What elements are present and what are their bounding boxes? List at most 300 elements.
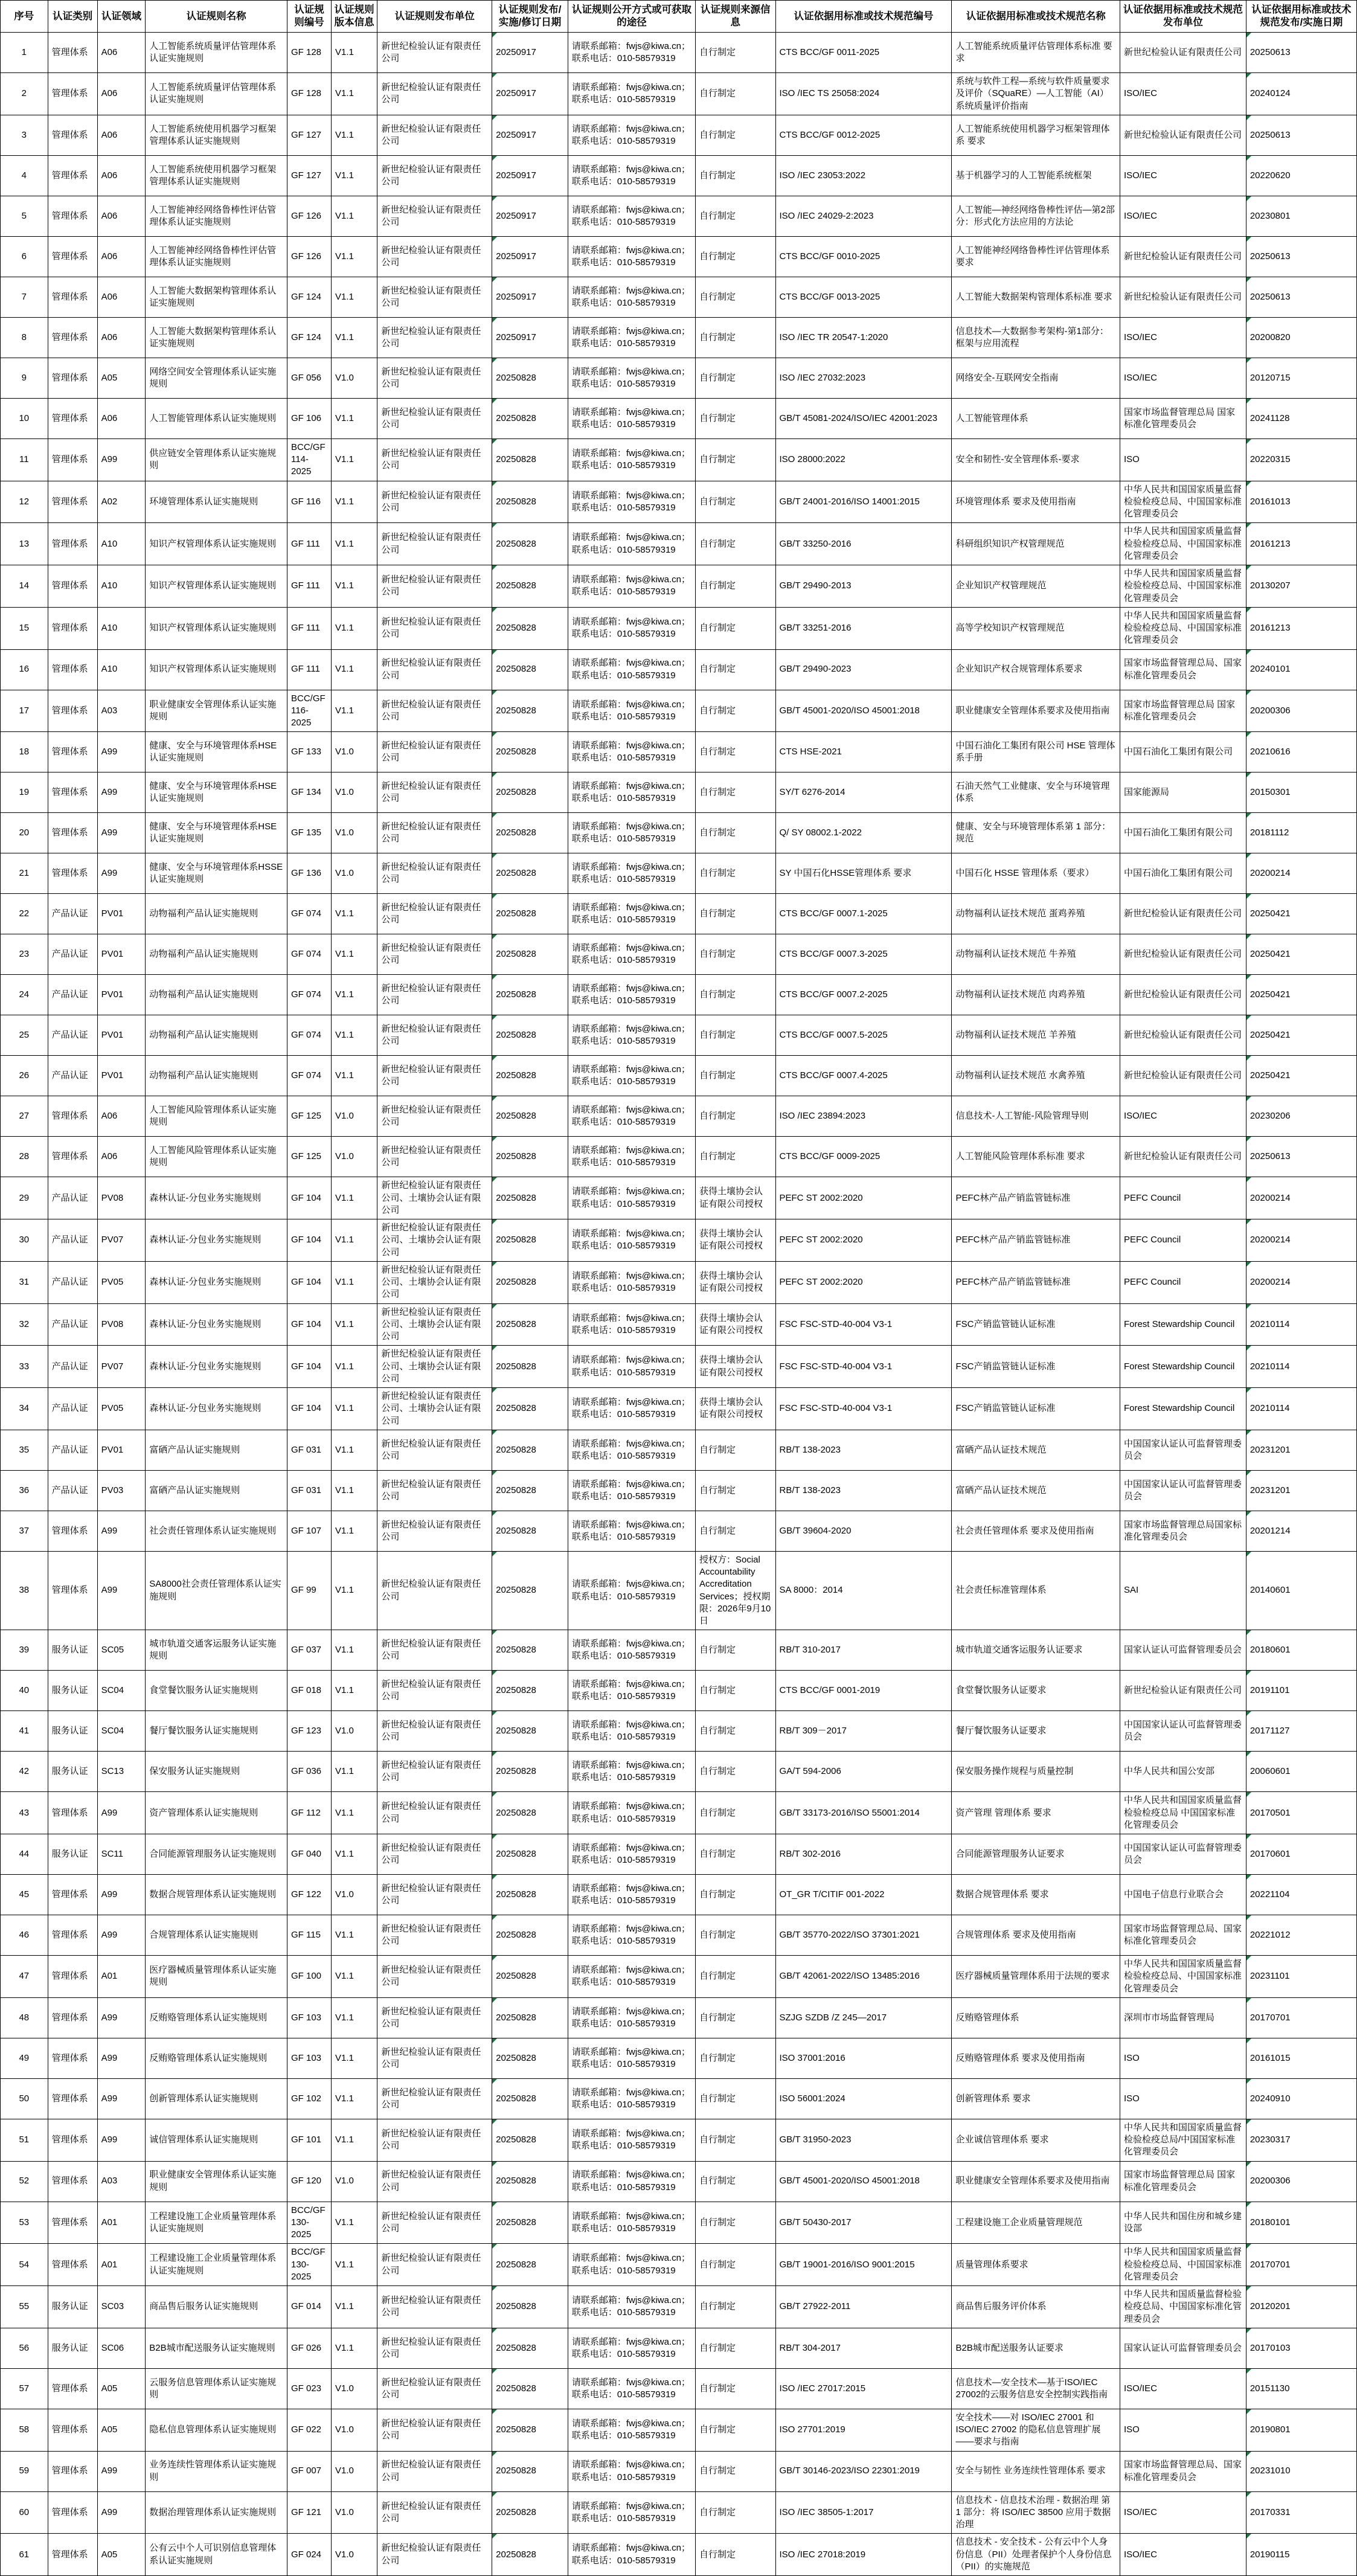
cell-rule-version: V1.1 bbox=[331, 1015, 377, 1056]
cell-rule-source: 授权方：Social Accountability Accreditation Services；授权期限：2026年9月10日 bbox=[696, 1551, 776, 1630]
cell-standard-name: 企业知识产权管理规范 bbox=[952, 565, 1120, 608]
cell-certification-category: 管理体系 bbox=[48, 2119, 97, 2161]
cell-serial-number: 37 bbox=[1, 1511, 48, 1551]
cell-serial-number: 20 bbox=[1, 813, 48, 853]
cell-standard-publisher: 中华人民共和国国家质量监督检验检疫总局、中国国家标准化管理委员会 bbox=[1120, 565, 1246, 608]
cell-certification-category: 产品认证 bbox=[48, 1430, 97, 1470]
table-row bbox=[1, 1219, 1357, 1262]
cell-standard-publisher: 中华人民共和国公安部 bbox=[1120, 1752, 1246, 1792]
cell-serial-number: 55 bbox=[1, 2286, 48, 2328]
cell-certification-field: A03 bbox=[97, 2161, 146, 2202]
cell-certification-category: 管理体系 bbox=[48, 2368, 97, 2409]
cell-standard-publish-date: 20220315 bbox=[1246, 438, 1356, 481]
cell-serial-number: 1 bbox=[1, 33, 48, 73]
cell-standard-number: GB/T 45001-2020/ISO 45001:2018 bbox=[775, 2161, 952, 2202]
cell-standard-number: ISO 37001:2016 bbox=[775, 2038, 952, 2078]
cell-certification-category: 管理体系 bbox=[48, 1956, 97, 1998]
cell-rule-source: 自行制定 bbox=[696, 1915, 776, 1956]
cell-rule-source: 自行制定 bbox=[696, 690, 776, 732]
cell-serial-number: 10 bbox=[1, 398, 48, 438]
cell-rule-access-method: 请联系邮箱：fwjs@kiwa.cn；联系电话：010-58579319 bbox=[568, 1711, 695, 1752]
cell-certification-field: A01 bbox=[97, 1956, 146, 1998]
cell-rule-publish-date: 20250828 bbox=[492, 1551, 568, 1630]
cell-standard-name: 中国石化 HSSE 管理体系（要求） bbox=[952, 853, 1120, 894]
cell-rule-publisher: 新世纪检验认证有限责任公司 bbox=[377, 1015, 492, 1056]
cell-rule-access-method: 请联系邮箱：fwjs@kiwa.cn；联系电话：010-58579319 bbox=[568, 1792, 695, 1834]
cell-rule-access-method: 请联系邮箱：fwjs@kiwa.cn；联系电话：010-58579319 bbox=[568, 2451, 695, 2491]
cell-rule-access-method: 请联系邮箱：fwjs@kiwa.cn；联系电话：010-58579319 bbox=[568, 1177, 695, 1219]
cell-rule-publish-date: 20250828 bbox=[492, 1346, 568, 1388]
cell-standard-publisher: 国家能源局 bbox=[1120, 772, 1246, 813]
cell-standard-number: ISO /IEC TR 20547-1:2020 bbox=[775, 317, 952, 358]
cell-rule-number: BCC/GF 130-2025 bbox=[287, 2244, 332, 2286]
cell-standard-name: PEFC林产品产销监管链标准 bbox=[952, 1261, 1120, 1303]
cell-standard-name: 反贿赂管理体系 bbox=[952, 1997, 1120, 2038]
cell-rule-access-method: 请联系邮箱：fwjs@kiwa.cn；联系电话：010-58579319 bbox=[568, 2202, 695, 2244]
cell-standard-number: PEFC ST 2002:2020 bbox=[775, 1219, 952, 1262]
cell-rule-name: 人工智能系统使用机器学习框架管理体系认证实施规则 bbox=[146, 115, 287, 155]
cell-rule-publisher: 新世纪检验认证有限责任公司、土壤协会认证有限公司 bbox=[377, 1303, 492, 1346]
cell-rule-version: V1.0 bbox=[331, 1711, 377, 1752]
cell-rule-name: 人工智能大数据架构管理体系认证实施规则 bbox=[146, 317, 287, 358]
cell-certification-field: A06 bbox=[97, 73, 146, 115]
cell-rule-access-method: 请联系邮箱：fwjs@kiwa.cn；联系电话：010-58579319 bbox=[568, 2078, 695, 2119]
cell-rule-access-method: 请联系邮箱：fwjs@kiwa.cn；联系电话：010-58579319 bbox=[568, 1015, 695, 1056]
cell-rule-name: 合规管理体系认证实施规则 bbox=[146, 1915, 287, 1956]
cell-rule-version: V1.1 bbox=[331, 398, 377, 438]
cell-rule-number: GF 103 bbox=[287, 2038, 332, 2078]
cell-rule-publish-date: 20250828 bbox=[492, 1430, 568, 1470]
cell-rule-source: 自行制定 bbox=[696, 523, 776, 565]
cell-standard-publisher: 中国国家认证认可监督管理委员会 bbox=[1120, 1711, 1246, 1752]
cell-standard-name: 网络安全-互联网安全指南 bbox=[952, 358, 1120, 398]
cell-rule-version: V1.1 bbox=[331, 2038, 377, 2078]
cell-standard-publish-date: 20221012 bbox=[1246, 1915, 1356, 1956]
cell-standard-name: 系统与软件工程—系统与软件质量要求及评价（SQuaRE）—人工智能（AI）系统质量评价指南 bbox=[952, 73, 1120, 115]
cell-standard-publish-date: 20210114 bbox=[1246, 1388, 1356, 1430]
cell-standard-publish-date: 20250421 bbox=[1246, 894, 1356, 934]
cell-rule-number: BCC/GF 116-2025 bbox=[287, 690, 332, 732]
cell-serial-number: 58 bbox=[1, 2409, 48, 2451]
cell-rule-access-method: 请联系邮箱：fwjs@kiwa.cn；联系电话：010-58579319 bbox=[568, 481, 695, 523]
cell-rule-publish-date: 20250828 bbox=[492, 2368, 568, 2409]
cell-rule-source: 自行制定 bbox=[696, 236, 776, 277]
cell-certification-category: 管理体系 bbox=[48, 1551, 97, 1630]
cell-standard-publisher: 新世纪检验认证有限责任公司 bbox=[1120, 277, 1246, 317]
cell-standard-publish-date: 20250613 bbox=[1246, 236, 1356, 277]
cell-rule-access-method: 请联系邮箱：fwjs@kiwa.cn；联系电话：010-58579319 bbox=[568, 565, 695, 608]
table-header bbox=[1, 1, 1357, 33]
table-row bbox=[1, 690, 1357, 732]
cell-rule-version: V1.1 bbox=[331, 934, 377, 975]
cell-standard-publish-date: 20241128 bbox=[1246, 398, 1356, 438]
cell-rule-publish-date: 20250828 bbox=[492, 690, 568, 732]
cell-certification-field: SC11 bbox=[97, 1834, 146, 1875]
cell-standard-publish-date: 20140601 bbox=[1246, 1551, 1356, 1630]
cell-standard-name: 基于机器学习的人工智能系统框架 bbox=[952, 155, 1120, 196]
cell-standard-publisher: SAI bbox=[1120, 1551, 1246, 1630]
cell-rule-name: 森林认证-分包业务实施规则 bbox=[146, 1261, 287, 1303]
cell-rule-publish-date: 20250828 bbox=[492, 2038, 568, 2078]
cell-rule-publish-date: 20250828 bbox=[492, 1875, 568, 1915]
cell-standard-number: GB/T 33251-2016 bbox=[775, 607, 952, 649]
cell-serial-number: 47 bbox=[1, 1956, 48, 1998]
cell-rule-version: V1.1 bbox=[331, 1511, 377, 1551]
cell-standard-number: RB/T 304-2017 bbox=[775, 2328, 952, 2368]
cell-standard-publisher: 新世纪检验认证有限责任公司 bbox=[1120, 894, 1246, 934]
cell-rule-version: V1.1 bbox=[331, 1551, 377, 1630]
cell-certification-field: PV08 bbox=[97, 1303, 146, 1346]
cell-rule-version: V1.1 bbox=[331, 2328, 377, 2368]
cell-certification-field: SC03 bbox=[97, 2286, 146, 2328]
cell-standard-publish-date: 20120715 bbox=[1246, 358, 1356, 398]
cell-standard-publisher: 国家认证认可监督管理委员会 bbox=[1120, 1630, 1246, 1671]
cell-rule-source: 自行制定 bbox=[696, 607, 776, 649]
cell-standard-publish-date: 20190115 bbox=[1246, 2534, 1356, 2576]
cell-serial-number: 28 bbox=[1, 1137, 48, 1177]
cell-rule-source: 获得土壤协会认证有限公司授权 bbox=[696, 1303, 776, 1346]
cell-standard-number: CTS BCC/GF 0013-2025 bbox=[775, 277, 952, 317]
cell-certification-field: A02 bbox=[97, 481, 146, 523]
cell-certification-category: 产品认证 bbox=[48, 1303, 97, 1346]
cell-standard-publisher: 新世纪检验认证有限责任公司 bbox=[1120, 115, 1246, 155]
cell-standard-publish-date: 20130207 bbox=[1246, 565, 1356, 608]
cell-standard-name: 安全与韧性 业务连续性管理体系 要求 bbox=[952, 2451, 1120, 2491]
cell-rule-publisher: 新世纪检验认证有限责任公司 bbox=[377, 1630, 492, 1671]
table-row bbox=[1, 853, 1357, 894]
cell-rule-version: V1.1 bbox=[331, 565, 377, 608]
cell-standard-name: FSC产销监管链认证标准 bbox=[952, 1303, 1120, 1346]
cell-certification-category: 管理体系 bbox=[48, 523, 97, 565]
cell-rule-source: 自行制定 bbox=[696, 975, 776, 1015]
cell-rule-publisher: 新世纪检验认证有限责任公司 bbox=[377, 1711, 492, 1752]
header-row bbox=[1, 1, 1357, 33]
table-row bbox=[1, 1671, 1357, 1711]
cell-rule-publisher: 新世纪检验认证有限责任公司 bbox=[377, 33, 492, 73]
cell-rule-version: V1.1 bbox=[331, 1346, 377, 1388]
cell-rule-number: GF 126 bbox=[287, 196, 332, 236]
cell-standard-name: 职业健康安全管理体系要求及使用指南 bbox=[952, 690, 1120, 732]
cell-serial-number: 48 bbox=[1, 1997, 48, 2038]
cell-rule-access-method: 请联系邮箱：fwjs@kiwa.cn；联系电话：010-58579319 bbox=[568, 813, 695, 853]
cell-rule-version: V1.1 bbox=[331, 33, 377, 73]
cell-standard-publish-date: 20170701 bbox=[1246, 1997, 1356, 2038]
cell-rule-number: GF 115 bbox=[287, 1915, 332, 1956]
cell-standard-publisher: ISO/IEC bbox=[1120, 155, 1246, 196]
table-row bbox=[1, 934, 1357, 975]
cell-rule-number: GF 074 bbox=[287, 894, 332, 934]
cell-certification-field: PV01 bbox=[97, 1430, 146, 1470]
cell-rule-name: 人工智能管理体系认证实施规则 bbox=[146, 398, 287, 438]
cell-certification-field: PV01 bbox=[97, 1056, 146, 1096]
cell-standard-publisher: 中国石油化工集团有限公司 bbox=[1120, 853, 1246, 894]
cell-rule-version: V1.0 bbox=[331, 2491, 377, 2534]
cell-rule-publisher: 新世纪检验认证有限责任公司 bbox=[377, 155, 492, 196]
cell-rule-publisher: 新世纪检验认证有限责任公司、土壤协会认证有限公司 bbox=[377, 1219, 492, 1262]
cell-rule-version: V1.1 bbox=[331, 115, 377, 155]
cell-certification-field: A99 bbox=[97, 813, 146, 853]
cell-standard-publish-date: 20170501 bbox=[1246, 1792, 1356, 1834]
cell-standard-number: FSC FSC-STD-40-004 V3-1 bbox=[775, 1346, 952, 1388]
column-header-rule-number: 认证规则编号 bbox=[287, 1, 332, 33]
cell-rule-version: V1.1 bbox=[331, 196, 377, 236]
cell-rule-version: V1.1 bbox=[331, 690, 377, 732]
cell-standard-publisher: 新世纪检验认证有限责任公司 bbox=[1120, 975, 1246, 1015]
cell-certification-field: PV01 bbox=[97, 1015, 146, 1056]
cell-rule-name: 动物福利产品认证实施规则 bbox=[146, 894, 287, 934]
cell-rule-version: V1.1 bbox=[331, 1219, 377, 1262]
cell-rule-publisher: 新世纪检验认证有限责任公司、土壤协会认证有限公司 bbox=[377, 1346, 492, 1388]
cell-rule-access-method: 请联系邮箱：fwjs@kiwa.cn；联系电话：010-58579319 bbox=[568, 2534, 695, 2576]
cell-serial-number: 29 bbox=[1, 1177, 48, 1219]
cell-rule-version: V1.1 bbox=[331, 975, 377, 1015]
column-header-standard-name: 认证依据用标准或技术规范名称 bbox=[952, 1, 1120, 33]
cell-rule-access-method: 请联系邮箱：fwjs@kiwa.cn；联系电话：010-58579319 bbox=[568, 853, 695, 894]
table-row bbox=[1, 196, 1357, 236]
cell-standard-number: RB/T 138-2023 bbox=[775, 1430, 952, 1470]
table-row bbox=[1, 115, 1357, 155]
table-row bbox=[1, 1956, 1357, 1998]
cell-rule-number: GF 104 bbox=[287, 1177, 332, 1219]
cell-rule-number: GF 126 bbox=[287, 236, 332, 277]
cell-standard-publisher: 中华人民共和国国家质量监督检验检疫总局/中国国家标准化管理委员会 bbox=[1120, 2119, 1246, 2161]
cell-rule-version: V1.0 bbox=[331, 1875, 377, 1915]
cell-rule-name: 反贿赂管理体系认证实施规则 bbox=[146, 2038, 287, 2078]
cell-rule-publisher: 新世纪检验认证有限责任公司 bbox=[377, 115, 492, 155]
cell-rule-publisher: 新世纪检验认证有限责任公司 bbox=[377, 2491, 492, 2534]
cell-standard-publish-date: 20250613 bbox=[1246, 1137, 1356, 1177]
column-header-rule-publisher: 认证规则发布单位 bbox=[377, 1, 492, 33]
cell-rule-publish-date: 20250828 bbox=[492, 772, 568, 813]
cell-rule-source: 自行制定 bbox=[696, 2491, 776, 2534]
cell-rule-name: 森林认证-分包业务实施规则 bbox=[146, 1219, 287, 1262]
cell-certification-category: 服务认证 bbox=[48, 1711, 97, 1752]
cell-certification-category: 管理体系 bbox=[48, 732, 97, 772]
cell-serial-number: 52 bbox=[1, 2161, 48, 2202]
table-row bbox=[1, 813, 1357, 853]
table-row bbox=[1, 1551, 1357, 1630]
cell-rule-access-method: 请联系邮箱：fwjs@kiwa.cn；联系电话：010-58579319 bbox=[568, 690, 695, 732]
cell-standard-publish-date: 20170103 bbox=[1246, 2328, 1356, 2368]
table-row bbox=[1, 1261, 1357, 1303]
table-row bbox=[1, 236, 1357, 277]
cell-standard-name: 人工智能风险管理体系标准 要求 bbox=[952, 1137, 1120, 1177]
column-header-certification-category: 认证类别 bbox=[48, 1, 97, 33]
cell-rule-number: GF 111 bbox=[287, 649, 332, 690]
cell-rule-publisher: 新世纪检验认证有限责任公司 bbox=[377, 853, 492, 894]
cell-certification-category: 服务认证 bbox=[48, 1630, 97, 1671]
cell-rule-source: 自行制定 bbox=[696, 1137, 776, 1177]
cell-standard-publish-date: 20170331 bbox=[1246, 2491, 1356, 2534]
cell-standard-publisher: ISO bbox=[1120, 2038, 1246, 2078]
cell-certification-field: PV03 bbox=[97, 1470, 146, 1511]
table-row bbox=[1, 1346, 1357, 1388]
cell-certification-field: A01 bbox=[97, 2244, 146, 2286]
table-row bbox=[1, 1470, 1357, 1511]
cell-rule-source: 自行制定 bbox=[696, 649, 776, 690]
column-header-rule-name: 认证规则名称 bbox=[146, 1, 287, 33]
cell-rule-version: V1.1 bbox=[331, 2078, 377, 2119]
cell-rule-number: GF 007 bbox=[287, 2451, 332, 2491]
cell-rule-publish-date: 20250828 bbox=[492, 1630, 568, 1671]
cell-rule-version: V1.1 bbox=[331, 2244, 377, 2286]
cell-certification-category: 管理体系 bbox=[48, 2202, 97, 2244]
cell-standard-publish-date: 20250421 bbox=[1246, 975, 1356, 1015]
cell-rule-access-method: 请联系邮箱：fwjs@kiwa.cn；联系电话：010-58579319 bbox=[568, 2161, 695, 2202]
cell-standard-number: ISO /IEC 23053:2022 bbox=[775, 155, 952, 196]
cell-rule-version: V1.0 bbox=[331, 853, 377, 894]
cell-rule-publish-date: 20250828 bbox=[492, 1511, 568, 1551]
cell-rule-version: V1.1 bbox=[331, 155, 377, 196]
cell-standard-publisher: 中华人民共和国国家质量监督检验检疫总局、中国国家标准化管理委员会 bbox=[1120, 523, 1246, 565]
cell-certification-field: A99 bbox=[97, 2119, 146, 2161]
cell-certification-category: 管理体系 bbox=[48, 115, 97, 155]
cell-certification-category: 管理体系 bbox=[48, 2244, 97, 2286]
cell-standard-number: GB/T 42061-2022/ISO 13485:2016 bbox=[775, 1956, 952, 1998]
cell-rule-version: V1.1 bbox=[331, 1671, 377, 1711]
cell-standard-publisher: 国家市场监督管理总局、国家标准化管理委员会 bbox=[1120, 2451, 1246, 2491]
column-header-rule-publish-date: 认证规则发布/实施/修订日期 bbox=[492, 1, 568, 33]
cell-rule-name: 食堂餐饮服务认证实施规则 bbox=[146, 1671, 287, 1711]
cell-standard-number: ISO 28000:2022 bbox=[775, 438, 952, 481]
cell-rule-publisher: 新世纪检验认证有限责任公司 bbox=[377, 1915, 492, 1956]
cell-standard-name: 富硒产品认证技术规范 bbox=[952, 1430, 1120, 1470]
cell-standard-publish-date: 20170601 bbox=[1246, 1834, 1356, 1875]
cell-rule-number: GF 124 bbox=[287, 317, 332, 358]
cell-rule-number: GF 133 bbox=[287, 732, 332, 772]
cell-standard-publisher: ISO/IEC bbox=[1120, 317, 1246, 358]
table-row bbox=[1, 1792, 1357, 1834]
cell-rule-name: 合同能源管理服务认证实施规则 bbox=[146, 1834, 287, 1875]
cell-certification-category: 管理体系 bbox=[48, 1096, 97, 1137]
cell-standard-number: GB/T 39604-2020 bbox=[775, 1511, 952, 1551]
cell-rule-source: 自行制定 bbox=[696, 1752, 776, 1792]
cell-rule-name: 健康、安全与环境管理体系HSE认证实施规则 bbox=[146, 772, 287, 813]
cell-rule-name: 公有云中个人可识别信息管理体系认证实施规则 bbox=[146, 2534, 287, 2576]
cell-standard-publisher: 中华人民共和国国家质量监督检验检疫总局 中国国家标准化管理委员会 bbox=[1120, 1792, 1246, 1834]
cell-standard-publisher: 中国石油化工集团有限公司 bbox=[1120, 732, 1246, 772]
cell-certification-category: 管理体系 bbox=[48, 1137, 97, 1177]
cell-rule-number: BCC/GF 114-2025 bbox=[287, 438, 332, 481]
cell-rule-version: V1.1 bbox=[331, 2119, 377, 2161]
cell-standard-name: PEFC林产品产销监管链标准 bbox=[952, 1177, 1120, 1219]
cell-rule-publish-date: 20250828 bbox=[492, 2202, 568, 2244]
cell-standard-publisher: 新世纪检验认证有限责任公司 bbox=[1120, 33, 1246, 73]
cell-certification-field: A10 bbox=[97, 565, 146, 608]
cell-standard-publish-date: 20220620 bbox=[1246, 155, 1356, 196]
cell-rule-version: V1.1 bbox=[331, 481, 377, 523]
cell-certification-category: 产品认证 bbox=[48, 894, 97, 934]
cell-certification-category: 管理体系 bbox=[48, 813, 97, 853]
cell-serial-number: 12 bbox=[1, 481, 48, 523]
cell-certification-category: 管理体系 bbox=[48, 690, 97, 732]
cell-standard-name: 合规管理体系 要求及使用指南 bbox=[952, 1915, 1120, 1956]
cell-rule-number: GF 107 bbox=[287, 1511, 332, 1551]
cell-certification-field: SC04 bbox=[97, 1671, 146, 1711]
cell-rule-name: 动物福利产品认证实施规则 bbox=[146, 975, 287, 1015]
cell-rule-number: GF 124 bbox=[287, 277, 332, 317]
cell-rule-access-method: 请联系邮箱：fwjs@kiwa.cn；联系电话：010-58579319 bbox=[568, 277, 695, 317]
cell-rule-name: 业务连续性管理体系认证实施规则 bbox=[146, 2451, 287, 2491]
table-row bbox=[1, 2491, 1357, 2534]
table-row bbox=[1, 1875, 1357, 1915]
cell-rule-number: GF 026 bbox=[287, 2328, 332, 2368]
cell-rule-publisher: 新世纪检验认证有限责任公司 bbox=[377, 565, 492, 608]
cell-rule-version: V1.1 bbox=[331, 1470, 377, 1511]
cell-serial-number: 26 bbox=[1, 1056, 48, 1096]
cell-serial-number: 45 bbox=[1, 1875, 48, 1915]
cell-rule-name: SA8000社会责任管理体系认证实施规则 bbox=[146, 1551, 287, 1630]
cell-rule-number: GF 99 bbox=[287, 1551, 332, 1630]
cell-certification-field: PV07 bbox=[97, 1219, 146, 1262]
cell-rule-access-method: 请联系邮箱：fwjs@kiwa.cn；联系电话：010-58579319 bbox=[568, 1096, 695, 1137]
cell-standard-publish-date: 20231201 bbox=[1246, 1470, 1356, 1511]
cell-standard-name: 食堂餐饮服务认证要求 bbox=[952, 1671, 1120, 1711]
cell-standard-publisher: Forest Stewardship Council bbox=[1120, 1303, 1246, 1346]
cell-standard-name: 安全技术——对 ISO/IEC 27001 和 ISO/IEC 27002 的隐私信息管理扩展——要求与指南 bbox=[952, 2409, 1120, 2451]
cell-rule-name: 工程建设施工企业质量管理体系认证实施规则 bbox=[146, 2244, 287, 2286]
cell-standard-name: 信息技术—大数据参考架构-第1部分：框架与应用流程 bbox=[952, 317, 1120, 358]
cell-rule-name: 商品售后服务认证实施规则 bbox=[146, 2286, 287, 2328]
cell-standard-publish-date: 20200214 bbox=[1246, 1261, 1356, 1303]
cell-rule-publish-date: 20250828 bbox=[492, 1997, 568, 2038]
cell-certification-category: 管理体系 bbox=[48, 277, 97, 317]
cell-standard-name: 信息技术 - 安全技术 - 公有云中个人身份信息（PII）处理者保护个人身份信息（PII）的实施规范 bbox=[952, 2534, 1120, 2576]
cell-rule-name: 人工智能系统质量评估管理体系认证实施规则 bbox=[146, 33, 287, 73]
cell-rule-access-method: 请联系邮箱：fwjs@kiwa.cn；联系电话：010-58579319 bbox=[568, 934, 695, 975]
cell-rule-number: GF 134 bbox=[287, 772, 332, 813]
table-row bbox=[1, 481, 1357, 523]
cell-rule-version: V1.1 bbox=[331, 1997, 377, 2038]
cell-certification-field: PV05 bbox=[97, 1388, 146, 1430]
cell-standard-publisher: 中国石油化工集团有限公司 bbox=[1120, 813, 1246, 853]
cell-rule-publisher: 新世纪检验认证有限责任公司 bbox=[377, 1551, 492, 1630]
table-row bbox=[1, 277, 1357, 317]
cell-standard-publisher: 新世纪检验认证有限责任公司 bbox=[1120, 236, 1246, 277]
cell-rule-publisher: 新世纪检验认证有限责任公司 bbox=[377, 73, 492, 115]
column-header-standard-publish-date: 认证依据用标准或技术规范发布/实施日期 bbox=[1246, 1, 1356, 33]
cell-standard-publish-date: 20181112 bbox=[1246, 813, 1356, 853]
cell-standard-publish-date: 20250421 bbox=[1246, 1056, 1356, 1096]
cell-rule-publisher: 新世纪检验认证有限责任公司 bbox=[377, 1792, 492, 1834]
cell-rule-source: 自行制定 bbox=[696, 2286, 776, 2328]
cell-rule-name: 富硒产品认证实施规则 bbox=[146, 1470, 287, 1511]
cell-rule-name: 知识产权管理体系认证实施规则 bbox=[146, 649, 287, 690]
cell-rule-version: V1.1 bbox=[331, 2286, 377, 2328]
cell-rule-version: V1.0 bbox=[331, 2534, 377, 2576]
cell-rule-number: GF 031 bbox=[287, 1430, 332, 1470]
cell-rule-number: GF 125 bbox=[287, 1096, 332, 1137]
cell-rule-publish-date: 20250828 bbox=[492, 1752, 568, 1792]
cell-rule-publisher: 新世纪检验认证有限责任公司 bbox=[377, 1470, 492, 1511]
cell-certification-category: 管理体系 bbox=[48, 772, 97, 813]
cell-rule-name: 职业健康安全管理体系认证实施规则 bbox=[146, 690, 287, 732]
cell-certification-field: A01 bbox=[97, 2202, 146, 2244]
cell-rule-source: 自行制定 bbox=[696, 1630, 776, 1671]
cell-rule-publisher: 新世纪检验认证有限责任公司 bbox=[377, 2038, 492, 2078]
cell-serial-number: 30 bbox=[1, 1219, 48, 1262]
cell-serial-number: 42 bbox=[1, 1752, 48, 1792]
cell-standard-name: 安全和韧性-安全管理体系-要求 bbox=[952, 438, 1120, 481]
cell-rule-publish-date: 20250828 bbox=[492, 2534, 568, 2576]
cell-certification-field: A99 bbox=[97, 732, 146, 772]
cell-rule-publish-date: 20250828 bbox=[492, 1834, 568, 1875]
cell-rule-source: 自行制定 bbox=[696, 2328, 776, 2368]
cell-rule-name: 云服务信息管理体系认证实施规则 bbox=[146, 2368, 287, 2409]
cell-rule-source: 自行制定 bbox=[696, 1956, 776, 1998]
cell-rule-number: GF 116 bbox=[287, 481, 332, 523]
cell-rule-publish-date: 20250828 bbox=[492, 2119, 568, 2161]
